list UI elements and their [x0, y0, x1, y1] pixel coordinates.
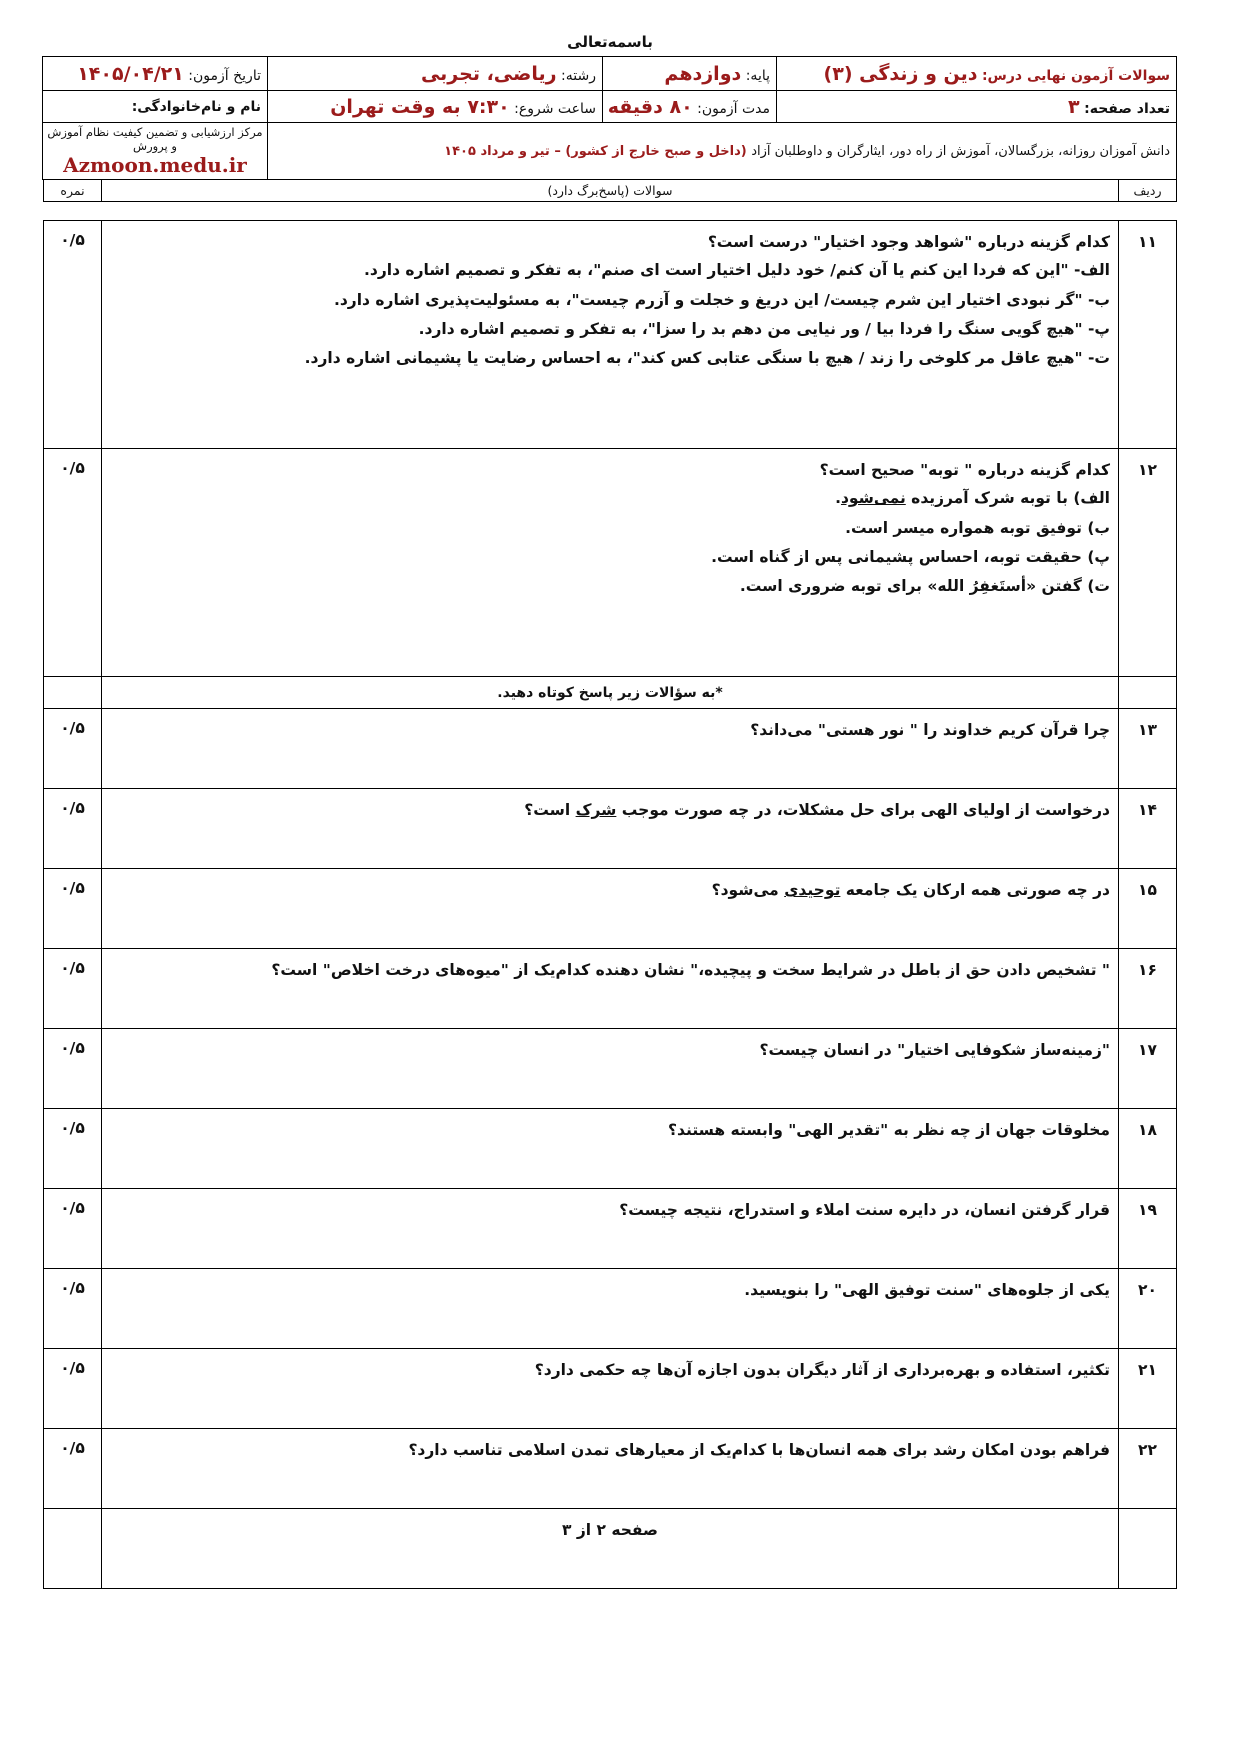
audience: دانش آموزان روزانه، بزرگسالان، آموزش از راه دور، ایثارگران و داوطلبان آزاد	[751, 144, 1170, 159]
question-number: ۱۱	[1119, 221, 1177, 449]
grade-cell: پایه: دوازدهم	[603, 57, 777, 91]
duration-cell: مدت آزمون: ۸۰ دقیقه	[603, 91, 777, 123]
start-time: ۷:۳۰ به وقت تهران	[330, 95, 510, 118]
question-row: ۱۳ چرا قرآن کریم خداوند را " نور هستی" می‌داند؟ ۰/۵	[44, 709, 1177, 789]
question-text: تکثیر، استفاده و بهره‌برداری از آثار دیگران بدون اجازه آن‌ها چه حکمی دارد؟	[102, 1349, 1119, 1429]
subject-cell: سوالات آزمون نهایی درس: دین و زندگی (۳)	[777, 57, 1177, 91]
section-note-row	[44, 677, 1177, 709]
question-row: ۱۸ مخلوقات جهان از چه نظر به "تقدیر الهی" وابسته هستند؟ ۰/۵	[44, 1109, 1177, 1189]
start-cell: ساعت شروع: ۷:۳۰ به وقت تهران	[267, 91, 602, 123]
page-number: صفحه ۲ از ۳	[102, 1509, 1119, 1589]
col-row: ردیف	[1119, 180, 1177, 202]
org-name: مرکز ارزشیابی و تضمین کیفیت نظام آموزش و پرورش	[47, 125, 263, 153]
footer-row	[44, 1509, 1177, 1589]
question-text: چرا قرآن کریم خداوند را " نور هستی" می‌داند؟	[102, 709, 1119, 789]
org-url: Azmoon.medu.ir	[63, 153, 247, 177]
questions-table	[43, 220, 1177, 1589]
grade: دوازدهم	[664, 62, 742, 85]
exam-date: ۱۴۰۵/۰۴/۲۱	[77, 62, 184, 85]
question-text: کدام گزینه درباره "شواهد وجود اختیار" درست است؟	[707, 233, 1110, 251]
question-row: ۱۵ در چه صورتی همه ارکان یک جامعه توحیدی می‌شود؟ ۰/۵	[44, 869, 1177, 949]
name-cell	[42, 91, 267, 123]
org-cell	[42, 123, 267, 180]
question-row	[44, 449, 1177, 677]
exam-header	[42, 56, 1177, 180]
question-text: مخلوقات جهان از چه نظر به "تقدیر الهی" وابسته هستند؟	[102, 1109, 1119, 1189]
question-text: درخواست از اولیای الهی برای حل مشکلات، در چه صورت موجب شرک است؟	[102, 789, 1119, 869]
col-score: نمره	[44, 180, 102, 202]
question-row: ۲۱ تکثیر، استفاده و بهره‌برداری از آثار دیگران بدون اجازه آن‌ها چه حکمی دارد؟ ۰/۵	[44, 1349, 1177, 1429]
option-d: ت- "هیچ عاقل مر کلوخی را زند / هیچ با سنگی عتابی کس کند"، به احساس رضایت یا پشیمانی اشاره دارد.	[304, 349, 1110, 368]
question-text: "زمینه‌ساز شکوفایی اختیار" در انسان چیست؟	[102, 1029, 1119, 1109]
question-body	[102, 449, 1119, 677]
question-row: ۱۹ قرار گرفتن انسان، در دایره سنت املاء و استدراج، نتیجه چیست؟ ۰/۵	[44, 1189, 1177, 1269]
question-text: " تشخیص دادن حق از باطل در شرایط سخت و پیچیده،" نشان دهنده کدام‌یک از "میوه‌های درخت اخلاص" است؟	[102, 949, 1119, 1029]
duration: ۸۰ دقیقه	[607, 95, 693, 118]
name-label: نام و نام‌خانوادگی:	[131, 98, 261, 115]
column-header	[43, 179, 1177, 202]
basmala: باسمه‌تعالی	[567, 33, 653, 51]
option-c: پ) حقیقت توبه، احساس پشیمانی پس از گناه است.	[711, 547, 1110, 566]
question-text: کدام گزینه درباره " توبه" صحیح است؟	[819, 461, 1110, 479]
question-row: ۲۲ فراهم بودن امکان رشد برای همه انسان‌ها با کدام‌یک از معیارهای تمدن اسلامی تناسب دارد؟ ۰/۵	[44, 1429, 1177, 1509]
option-c: پ- "هیچ گویی سنگ را فردا بیا / ور نیایی من دهم بد را سزا"، به تفکر و تصمیم اشاره دارد.	[418, 319, 1110, 338]
question-row	[44, 221, 1177, 449]
question-row: ۱۷ "زمینه‌ساز شکوفایی اختیار" در انسان چیست؟ ۰/۵	[44, 1029, 1177, 1109]
question-row: ۲۰ یکی از جلوه‌های "سنت توفیق الهی" را بنویسید. ۰/۵	[44, 1269, 1177, 1349]
option-b: ب- "گر نبودی اختیار این شرم چیست/ این دریغ و خجلت و آزرم چیست"، به مسئولیت‌پذیری اشاره دارد.	[333, 290, 1110, 309]
audience-cell	[267, 123, 1176, 180]
question-number: ۱۲	[1119, 449, 1177, 677]
page-count: ۳	[1068, 95, 1080, 118]
question-row: ۱۴ درخواست از اولیای الهی برای حل مشکلات، در چه صورت موجب شرک است؟ ۰/۵	[44, 789, 1177, 869]
section-note: *به سؤالات زیر پاسخ کوتاه دهید.	[102, 677, 1119, 709]
question-row: ۱۶ " تشخیص دادن حق از باطل در شرایط سخت و پیچیده،" نشان دهنده کدام‌یک از "میوه‌های درخت اخلاص" است؟ ۰/۵	[44, 949, 1177, 1029]
field: ریاضی، تجربی	[420, 62, 557, 85]
option-a: الف) با توبه شرک آمرزیده نمی‌شود.	[835, 489, 1110, 508]
date-cell: تاریخ آزمون: ۱۴۰۵/۰۴/۲۱	[42, 57, 267, 91]
question-text: یکی از جلوه‌های "سنت توفیق الهی" را بنویسید.	[102, 1269, 1119, 1349]
question-text: در چه صورتی همه ارکان یک جامعه توحیدی می‌شود؟	[102, 869, 1119, 949]
col-questions: سوالات (پاسخ‌برگ دارد)	[102, 180, 1119, 202]
question-text: قرار گرفتن انسان، در دایره سنت املاء و استدراج، نتیجه چیست؟	[102, 1189, 1119, 1269]
option-d: ت) گفتن «أستَغفِرُ الله» برای توبه ضروری است.	[739, 577, 1110, 596]
option-a: الف- "این که فردا این کنم یا آن کنم/ خود دلیل اختیار است ای صنم"، به تفکر و تصمیم اشاره دارد.	[364, 261, 1110, 280]
question-text: فراهم بودن امکان رشد برای همه انسان‌ها با کدام‌یک از معیارهای تمدن اسلامی تناسب دارد؟	[102, 1429, 1119, 1509]
field-cell: رشته: ریاضی، تجربی	[267, 57, 602, 91]
question-score: ۰/۵	[44, 221, 102, 449]
exam-page	[43, 28, 1177, 1589]
pages-cell: تعداد صفحه: ۳	[777, 91, 1177, 123]
session: (داخل و صبح خارج از کشور) – تیر و مرداد ۱۴۰۵	[444, 144, 747, 159]
option-b: ب) توفیق توبه همواره میسر است.	[845, 518, 1110, 537]
subject: دین و زندگی (۳)	[823, 62, 978, 85]
question-body	[102, 221, 1119, 449]
question-score: ۰/۵	[44, 449, 102, 677]
